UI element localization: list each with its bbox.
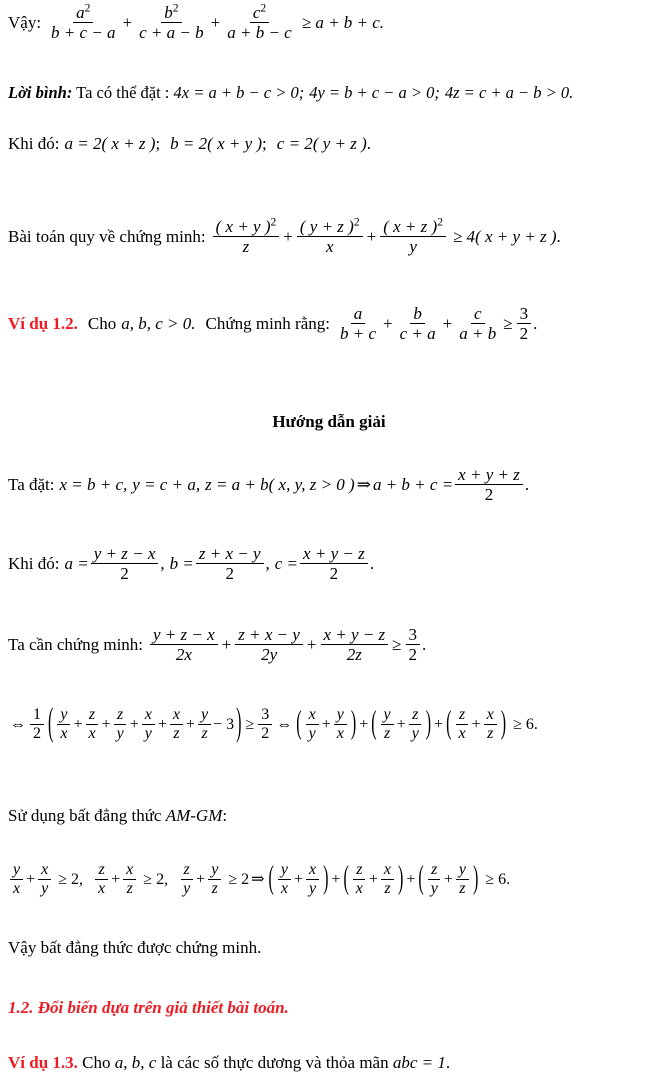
- fraction-term: [38, 862, 51, 898]
- fraction-numerator: x + y − z: [300, 545, 368, 564]
- fraction-denominator: x: [13, 880, 21, 898]
- exponent: 2: [270, 215, 277, 229]
- equation-line-equivalence: [8, 702, 654, 744]
- label-am-gm: AM-GM: [165, 806, 223, 825]
- fraction-numerator: z: [86, 707, 98, 725]
- paren-group-xy: ( x + y ): [207, 134, 263, 153]
- plus-operator: +: [406, 870, 416, 888]
- close-paren: ): [500, 705, 507, 741]
- fraction-denominator: 2: [261, 725, 270, 743]
- fraction-a-over-bpc: [337, 305, 379, 343]
- fraction-denominator: z: [487, 725, 494, 743]
- fraction-three-halves: [258, 707, 272, 743]
- close-paren: ): [472, 860, 479, 896]
- fraction-term: [123, 862, 136, 898]
- separator: ,: [160, 554, 165, 574]
- equation-4x: 4x = a + b − c > 0;: [173, 83, 305, 102]
- label-ta-can-chung-minh: Ta cần chứng minh:: [8, 635, 144, 655]
- fraction-numerator: x: [381, 862, 394, 880]
- conclusion-text: Vậy bất đẳng thức được chứng minh.: [8, 938, 262, 957]
- fraction-numerator: $b^2$: [161, 4, 181, 23]
- fraction-numerator: y: [208, 862, 221, 880]
- iff-operator: ⇔: [10, 715, 26, 733]
- fraction-xymz-over-2: [300, 545, 368, 583]
- fraction-numerator: x: [123, 862, 136, 880]
- fraction-denominator: 2: [225, 564, 234, 584]
- open-paren: (: [343, 860, 349, 896]
- equation-sum-abc: a + b + c =: [372, 475, 454, 495]
- ge-operator: ≥: [503, 314, 513, 334]
- close-paren: ): [236, 702, 242, 744]
- plus-operator: +: [122, 13, 133, 33]
- label-bai-toan-quy-ve: Bài toán quy về chứng minh:: [8, 227, 206, 247]
- label-ta-dat: Ta đặt:: [8, 475, 55, 495]
- separator: .: [366, 134, 372, 153]
- plus-operator: +: [196, 870, 206, 888]
- fraction-term: [57, 707, 70, 743]
- fraction-denominator: x: [98, 880, 106, 898]
- fraction-term: [198, 707, 211, 743]
- fraction-numerator: x: [142, 707, 155, 725]
- fraction-group-term: [456, 862, 469, 898]
- open-paren: (: [371, 705, 377, 741]
- plus-operator: +: [221, 635, 232, 655]
- equation-z: z = a + b: [205, 475, 269, 495]
- fraction-yzmx-over-2: [91, 545, 159, 583]
- fraction-term: [95, 862, 108, 898]
- paren-group-positive-condition: ( x, y, z > 0 ): [268, 475, 355, 495]
- implies-operator: ⇒: [251, 870, 265, 888]
- fraction-numerator: z: [95, 862, 107, 880]
- fraction-numerator: y: [198, 707, 211, 725]
- period: .: [556, 227, 561, 247]
- open-paren: (: [268, 860, 274, 896]
- fraction-numerator: 3: [406, 626, 421, 645]
- equation-y: y = c + a,: [132, 475, 201, 495]
- paren-group-xz: ( x + z ): [101, 134, 156, 153]
- exponent: 2: [353, 215, 360, 229]
- fraction-denominator: x: [325, 237, 334, 257]
- fraction-group-term: [428, 862, 441, 898]
- equation-line-vay: [8, 1, 654, 43]
- exponent: 2: [437, 215, 443, 229]
- fraction-numerator: z + x − y: [196, 545, 264, 564]
- fraction-denominator: z: [201, 725, 208, 743]
- close-paren: ): [398, 860, 404, 896]
- fraction-numerator: c: [471, 305, 485, 324]
- fraction-denominator: x: [280, 880, 288, 898]
- plus-operator: +: [111, 870, 121, 888]
- fraction-term: [208, 862, 221, 898]
- plus-operator: +: [383, 314, 393, 334]
- example-text-cho: Cho: [77, 1053, 115, 1072]
- inequality-tail: ≥ 6.: [485, 870, 511, 888]
- equation-line-ta-can-chung-minh: [8, 626, 654, 664]
- inequality-tail: ≥ 6.: [513, 715, 538, 733]
- fraction-denominator: x: [355, 880, 363, 898]
- plus-operator: +: [442, 314, 453, 334]
- fraction-group-term: [353, 862, 366, 898]
- fraction-xy2-over-z: [213, 215, 280, 257]
- example-tag-1-3: Ví dụ 1.3.: [8, 1053, 78, 1072]
- fraction-denominator: x: [458, 725, 466, 743]
- fraction-denominator: 2: [120, 564, 129, 584]
- fraction-term: [142, 707, 155, 743]
- example-variables: a, b, c: [114, 1053, 157, 1072]
- fraction-denominator: y: [409, 237, 417, 257]
- implies-operator: ⇒: [356, 475, 371, 495]
- fraction-denominator: y: [411, 725, 419, 743]
- example-text-cho: Cho: [87, 314, 117, 334]
- equation-4y: 4y = b + c − a > 0;: [309, 83, 440, 102]
- note-text: Ta có thể đặt :: [72, 83, 174, 102]
- period: .: [369, 554, 374, 574]
- period: .: [422, 635, 427, 655]
- equation-line-bai-toan-quy-ve: [8, 215, 654, 257]
- fraction-numerator: y + z − x: [150, 626, 218, 645]
- fraction-denominator: z: [126, 880, 133, 898]
- equation-c-lhs: c = 2: [276, 134, 313, 153]
- fraction-denominator: 2: [329, 564, 339, 584]
- fraction-numerator: z: [353, 862, 365, 880]
- example-text-chung-minh-rang: Chứng minh rằng:: [205, 314, 330, 334]
- fraction-denominator: 2y: [261, 645, 278, 665]
- example-line-1-2: [8, 305, 654, 343]
- label-khi-do: Khi đó:: [8, 554, 60, 574]
- plus-operator: +: [368, 870, 378, 888]
- equation-x: x = b + c,: [59, 475, 128, 495]
- fraction-term: [114, 707, 127, 743]
- fraction-numerator: ( x + y )$^2$: [213, 218, 280, 237]
- fraction-numerator: x + y + z: [455, 466, 523, 485]
- equation-line-khi-do-2: [8, 545, 654, 583]
- fraction-group-term: [409, 707, 422, 743]
- close-paren: ): [425, 705, 432, 741]
- fraction-denominator: b + c − a: [51, 23, 116, 43]
- fraction-denominator: 2: [33, 725, 41, 743]
- plus-operator: +: [359, 715, 369, 733]
- plus-operator: +: [210, 13, 221, 33]
- minus-three: − 3: [213, 715, 235, 733]
- open-paren: (: [418, 860, 424, 896]
- close-paren: ): [350, 705, 357, 741]
- fraction-numerator: z: [456, 707, 468, 725]
- inequality-relation: ≥ 4: [452, 227, 476, 247]
- colon: :: [222, 806, 228, 825]
- fraction-numerator: y: [456, 862, 469, 880]
- plus-operator: +: [366, 227, 377, 247]
- period: .: [445, 1053, 451, 1072]
- fraction-xyz-over-2: [455, 466, 523, 504]
- fraction-numerator: $a^2$: [73, 4, 93, 23]
- fraction-three-halves: [517, 305, 532, 343]
- period: .: [524, 475, 530, 495]
- fraction-group-term: [381, 707, 394, 743]
- fraction-zxmy-over-2y: [235, 626, 303, 664]
- equation-line-am-gm-applications: [8, 862, 654, 898]
- fraction-c2-over-apbmc: [224, 1, 295, 43]
- plus-operator: +: [101, 715, 111, 733]
- fraction-denominator: c + a: [399, 324, 436, 344]
- fraction-denominator: 2x: [175, 645, 192, 665]
- fraction-a2-over-bpcma: [48, 1, 119, 43]
- fraction-denominator: y: [308, 880, 317, 898]
- separator: ;: [262, 134, 267, 153]
- plus-operator: +: [186, 715, 196, 733]
- fraction-denominator: z: [173, 725, 180, 743]
- label-vay: Vậy:: [8, 13, 42, 33]
- fraction-numerator: y: [381, 707, 394, 725]
- close-paren: ): [323, 860, 329, 896]
- fraction-denominator: c + a − b: [139, 23, 204, 43]
- fraction-b2-over-cpamb: [136, 1, 207, 43]
- fraction-group-term: [278, 862, 291, 898]
- period: .: [533, 314, 538, 334]
- ge-two: ≥ 2,: [143, 870, 169, 888]
- fraction-numerator: y: [10, 862, 23, 880]
- paren-group-xyz: ( x + y + z ): [475, 227, 557, 247]
- equation-line-khi-do-1: [8, 134, 654, 154]
- fraction-numerator: ( y + z )$^2$: [297, 218, 363, 237]
- fraction-denominator: z: [242, 237, 250, 257]
- fraction-numerator: x: [38, 862, 51, 880]
- plus-operator: +: [129, 715, 139, 733]
- fraction-group-term: [381, 862, 394, 898]
- fraction-numerator: 3: [517, 305, 532, 324]
- fraction-yz2-over-x: [297, 215, 363, 257]
- ge-operator: ≥: [392, 635, 402, 655]
- fraction-denominator: z: [211, 880, 218, 898]
- plus-operator: +: [443, 870, 453, 888]
- fraction-denominator: x: [88, 725, 96, 743]
- fraction-denominator: y: [144, 725, 152, 743]
- exponent: 2: [172, 1, 179, 15]
- equation-4z: 4z = c + a − b > 0.: [444, 83, 574, 102]
- section-heading-label: 1.2. Đổi biến dựa trên giả thiết bài toán.: [8, 998, 289, 1017]
- fraction-term: [170, 707, 183, 743]
- equation-a-lhs: a =: [64, 554, 89, 574]
- fraction-numerator: $c^2$: [250, 4, 269, 23]
- ge-two: ≥ 2: [228, 870, 250, 888]
- fraction-numerator: z: [181, 862, 193, 880]
- plus-operator: +: [73, 715, 83, 733]
- text-su-dung: Sử dụng bất đẳng thức: [8, 806, 166, 825]
- plus-operator: +: [396, 715, 406, 733]
- equation-a-lhs: a = 2: [64, 134, 102, 153]
- iff-operator: ⇔: [276, 715, 293, 733]
- plus-operator: +: [283, 227, 293, 247]
- plus-operator: +: [471, 715, 481, 733]
- fraction-denominator: a + b: [459, 324, 497, 344]
- exponent: 2: [84, 1, 91, 15]
- fraction-numerator: z: [409, 707, 421, 725]
- fraction-denominator: a + b − c: [227, 23, 292, 43]
- fraction-numerator: b: [410, 305, 425, 324]
- label-loi-binh: Lời bình:: [8, 83, 73, 102]
- equation-b-lhs: b = 2: [170, 134, 208, 153]
- example-text-body: là các số thực dương và thỏa mãn: [156, 1053, 393, 1072]
- plus-operator: +: [26, 870, 36, 888]
- fraction-xz2-over-y: [380, 215, 446, 257]
- fraction-denominator: y: [116, 725, 124, 743]
- fraction-numerator: z: [114, 707, 126, 725]
- equation-b-lhs: b =: [169, 554, 194, 574]
- fraction-group-term: [306, 707, 319, 743]
- plus-operator: +: [321, 715, 331, 733]
- fraction-term: [10, 862, 23, 898]
- section-heading-huong-dan-giai: Hướng dẫn giải: [272, 412, 386, 431]
- inequality-tail: ≥ a + b + c.: [301, 13, 385, 33]
- plus-operator: +: [434, 715, 444, 733]
- plus-operator: +: [306, 635, 317, 655]
- fraction-numerator: x: [306, 862, 319, 880]
- fraction-numerator: y: [334, 707, 347, 725]
- fraction-group-term: [334, 707, 347, 743]
- ge-operator: ≥: [245, 715, 255, 733]
- fraction-denominator: y: [183, 880, 191, 898]
- plus-operator: +: [331, 870, 341, 888]
- fraction-denominator: y: [41, 880, 49, 898]
- fraction-numerator: ( x + z )$^2$: [380, 218, 446, 237]
- fraction-yzmx-over-2x: [150, 626, 218, 664]
- fraction-numerator: x: [170, 707, 183, 725]
- fraction-term: [85, 707, 98, 743]
- fraction-numerator: x: [484, 707, 497, 725]
- fraction-term: [180, 862, 193, 898]
- fraction-denominator: z: [459, 880, 466, 898]
- equation-line-ta-dat: [8, 466, 654, 504]
- fraction-b-over-cpa: [397, 305, 439, 343]
- fraction-denominator: y: [308, 725, 316, 743]
- fraction-one-half: [30, 707, 44, 743]
- fraction-numerator: x + y − z: [321, 626, 389, 645]
- ge-two: ≥ 2,: [58, 870, 84, 888]
- fraction-numerator: y: [278, 862, 291, 880]
- fraction-denominator: z: [383, 725, 391, 743]
- fraction-numerator: 1: [30, 707, 44, 725]
- fraction-denominator: 2: [484, 485, 494, 505]
- equation-c-lhs: c =: [274, 554, 299, 574]
- fraction-numerator: z + x − y: [235, 626, 303, 645]
- fraction-c-over-apb: [456, 305, 499, 343]
- fraction-group-term: [484, 707, 497, 743]
- fraction-numerator: 3: [258, 707, 272, 725]
- separator: ,: [265, 554, 270, 574]
- open-paren: (: [296, 705, 302, 741]
- fraction-denominator: 2: [408, 645, 418, 665]
- fraction-denominator: z: [384, 880, 391, 898]
- fraction-denominator: x: [60, 725, 68, 743]
- fraction-xymz-over-2z: [321, 626, 389, 664]
- fraction-numerator: y + z − x: [91, 545, 159, 564]
- label-khi-do: Khi đó:: [8, 134, 60, 153]
- fraction-denominator: x: [336, 725, 344, 743]
- example-line-1-3: [8, 1053, 654, 1073]
- fraction-numerator: x: [306, 707, 319, 725]
- note-line-loi-binh: [8, 84, 654, 103]
- exponent: 2: [260, 1, 267, 15]
- example-condition-abc: abc = 1: [392, 1053, 446, 1072]
- section-heading-1-2: [8, 998, 654, 1018]
- fraction-denominator: y: [430, 880, 438, 898]
- open-paren: (: [446, 705, 452, 741]
- fraction-group-term: [455, 707, 468, 743]
- fraction-numerator: y: [57, 707, 70, 725]
- fraction-denominator: 2z: [346, 645, 362, 665]
- text-line-conclusion: [8, 938, 654, 958]
- fraction-denominator: 2: [519, 324, 529, 344]
- fraction-numerator: a: [351, 305, 366, 324]
- plus-operator: +: [293, 870, 303, 888]
- text-line-su-dung-am-gm: [8, 806, 654, 826]
- separator: ;: [155, 134, 161, 153]
- fraction-zxmy-over-2: [196, 545, 264, 583]
- fraction-numerator: z: [428, 862, 440, 880]
- fraction-three-halves: [406, 626, 421, 664]
- fraction-group-term: [306, 862, 319, 898]
- fraction-denominator: b + c: [339, 324, 377, 344]
- plus-operator: +: [157, 715, 167, 733]
- open-paren: (: [48, 702, 54, 744]
- example-tag-1-2: Ví dụ 1.2.: [8, 314, 78, 334]
- paren-group-yz: ( y + z ): [312, 134, 367, 153]
- example-condition: a, b, c > 0.: [121, 314, 196, 334]
